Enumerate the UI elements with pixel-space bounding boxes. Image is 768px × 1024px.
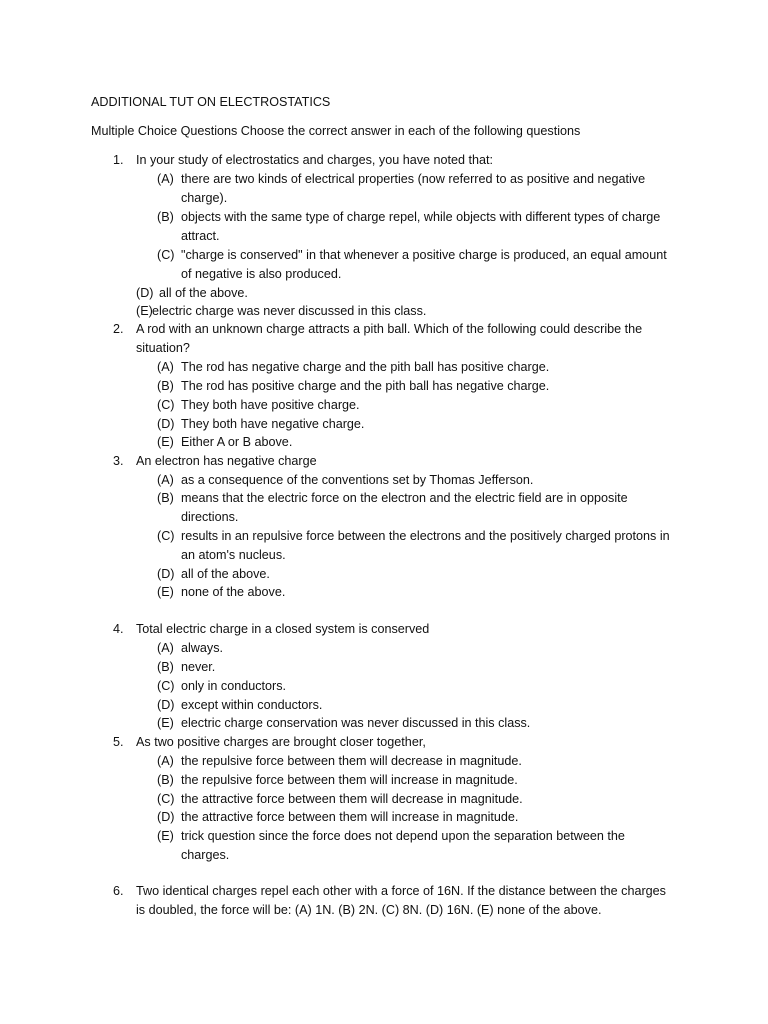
instructions: Multiple Choice Questions Choose the correct answer in each of the following questions: [91, 124, 581, 138]
option-text: charges.: [181, 847, 230, 862]
option-text: Either A or B above.: [181, 435, 293, 449]
question-number: 3.: [113, 454, 124, 468]
option-text: the attractive force between them will decrease in magnitude.: [181, 792, 523, 806]
option-text: never.: [181, 660, 216, 674]
question-number: 5.: [113, 735, 124, 749]
option-label: (A): [157, 172, 174, 186]
question-number: 2.: [113, 322, 124, 336]
option-label: (D): [157, 567, 175, 581]
option-label: (E): [157, 829, 174, 843]
option-text: means that the electric force on the electron and the electric field are in opposite: [181, 491, 628, 505]
question-text: Total electric charge in a closed system is conserved: [136, 622, 430, 636]
option-label: (C): [157, 248, 175, 262]
option-label: (C): [157, 398, 175, 412]
option-label: (A): [157, 473, 174, 487]
option-text: all of the above.: [159, 286, 248, 300]
question-number: 1.: [113, 153, 124, 167]
option-label: (A): [157, 360, 174, 374]
option-text: except within conductors.: [181, 698, 323, 712]
option-text: results in an repulsive force between the electrons and the positively charged protons in: [181, 529, 670, 543]
option-label: (A): [157, 641, 174, 655]
question-text: A rod with an unknown charge attracts a pith ball. Which of the following could describe the: [136, 322, 643, 336]
question-text: As two positive charges are brought closer together,: [136, 735, 426, 749]
option-text: the repulsive force between them will increase in magnitude.: [181, 773, 518, 787]
option-text: there are two kinds of electrical properties (now referred to as positive and negative: [181, 172, 646, 186]
question-number: 6.: [113, 884, 124, 898]
question-number: 4.: [113, 622, 124, 636]
option-label: (C): [157, 679, 175, 693]
question-text: situation?: [136, 340, 190, 355]
option-text: charge).: [181, 190, 228, 205]
option-text: the repulsive force between them will decrease in magnitude.: [181, 754, 522, 768]
option-label: (C): [157, 529, 175, 543]
option-text: directions.: [181, 509, 239, 524]
option-label: (B): [157, 379, 174, 393]
option-label: (D): [157, 810, 175, 824]
option-text: "charge is conserved" in that whenever a positive charge is produced, an equal amount: [181, 248, 667, 262]
option-label: (D): [157, 698, 175, 712]
option-text: attract.: [181, 228, 220, 243]
option-label: (E): [136, 304, 153, 318]
option-text: The rod has negative charge and the pith ball has positive charge.: [181, 360, 550, 374]
option-text: none of the above.: [181, 585, 286, 599]
option-label: (E): [157, 585, 174, 599]
question-text: Two identical charges repel each other with a force of 16N. If the distance between the charges: [136, 884, 666, 898]
option-text: an atom's nucleus.: [181, 547, 286, 562]
option-text: electric charge conservation was never discussed in this class.: [181, 716, 531, 730]
option-text: They both have negative charge.: [181, 417, 365, 431]
option-text: the attractive force between them will increase in magnitude.: [181, 810, 519, 824]
option-text: electric charge was never discussed in this class.: [152, 304, 427, 318]
option-text: only in conductors.: [181, 679, 287, 693]
option-label: (D): [136, 286, 154, 300]
option-text: always.: [181, 641, 223, 655]
option-label: (A): [157, 754, 174, 768]
option-label: (C): [157, 792, 175, 806]
option-text: as a consequence of the conventions set by Thomas Jefferson.: [181, 473, 534, 487]
option-label: (B): [157, 660, 174, 674]
option-label: (B): [157, 491, 174, 505]
option-label: (B): [157, 773, 174, 787]
option-text: objects with the same type of charge repel, while objects with different types of charge: [181, 210, 661, 224]
option-text: The rod has positive charge and the pith ball has negative charge.: [181, 379, 550, 393]
question-text: is doubled, the force will be: (A) 1N. (B) 2N. (C) 8N. (D) 16N. (E) none of the above.: [136, 902, 602, 917]
option-text: trick question since the force does not depend upon the separation between the: [181, 829, 625, 843]
document-title: ADDITIONAL TUT ON ELECTROSTATICS: [91, 95, 331, 109]
option-text: They both have positive charge.: [181, 398, 360, 412]
option-label: (D): [157, 417, 175, 431]
option-label: (E): [157, 716, 174, 730]
option-text: of negative is also produced.: [181, 266, 342, 281]
question-text: In your study of electrostatics and charges, you have noted that:: [136, 153, 494, 167]
option-label: (B): [157, 210, 174, 224]
question-text: An electron has negative charge: [136, 454, 317, 468]
option-label: (E): [157, 435, 174, 449]
option-text: all of the above.: [181, 567, 270, 581]
